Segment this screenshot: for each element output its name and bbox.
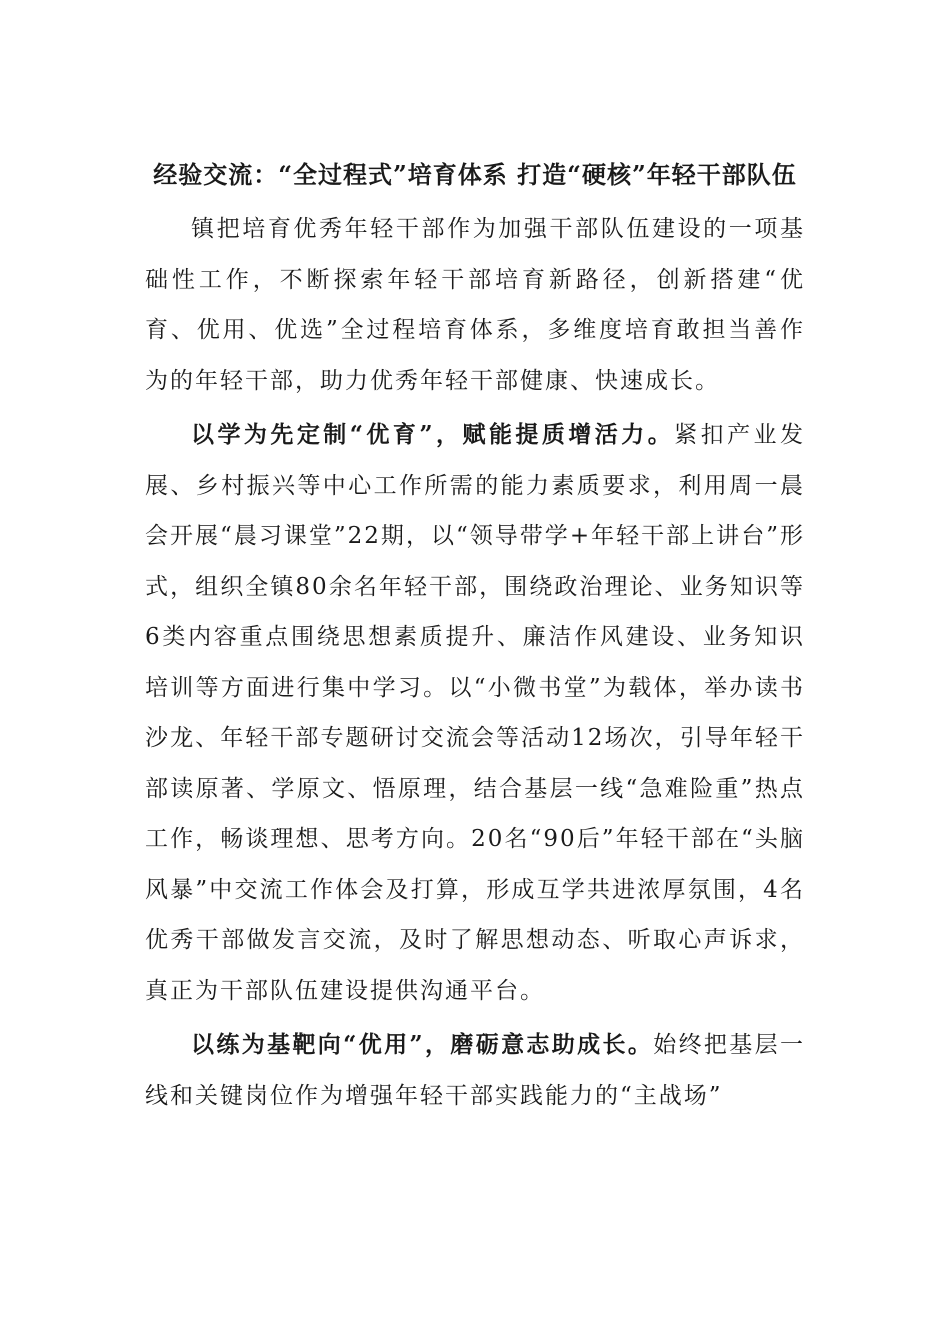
document-title: 经验交流：“全过程式”培育体系 打造“硬核”年轻干部队伍 xyxy=(153,160,797,189)
paragraph-youyu-lead: 以学为先定制“优育”，赋能提质增活力。 xyxy=(191,421,675,448)
paragraph-youyong-lead: 以练为基靶向“优用”，磨砺意志助成长。 xyxy=(191,1031,654,1058)
paragraph-intro xyxy=(145,204,805,406)
document-page xyxy=(145,150,805,1121)
paragraph-youyong xyxy=(145,1020,805,1121)
paragraph-intro-text: 镇把培育优秀年轻干部作为加强干部队伍建设的一项基础性工作，不断探索年轻干部培育新路径，创新搭建“优育、优用、优选”全过程培育体系，多维度培育敢担当善作为的年轻干部，助力优秀年轻干部健康、快速成长。 xyxy=(145,216,805,394)
paragraph-youyu xyxy=(145,410,805,1016)
paragraph-youyu-text: 紧扣产业发展、乡村振兴等中心工作所需的能力素质要求，利用周一晨会开展“晨习课堂”22期，以“领导带学+年轻干部上讲台”形式，组织全镇80余名年轻干部，围绕政治理论、业务知识等6类内容重点围绕思想素质提升、廉洁作风建设、业务知识培训等方面进行集中学习。以“小微书堂”为载体，举办读书沙龙、年轻干部专题研讨交流会等活动12场次，引导年轻干部读原著、学原文、悟原理，结合基层一线“急难险重”热点工作，畅谈理想、思考方向。20名“90后”年轻干部在“头脑风暴”中交流工作体会及打算，形成互学共进浓厚氛围，4名优秀干部做发言交流，及时了解思想动态、听取心声诉求，真正为干部队伍建设提供沟通平台。 xyxy=(145,422,806,1004)
paragraph-youyong-text: 始终把基层一线和关键岗位作为增强年轻干部实践能力的“主战场” xyxy=(145,1032,805,1109)
